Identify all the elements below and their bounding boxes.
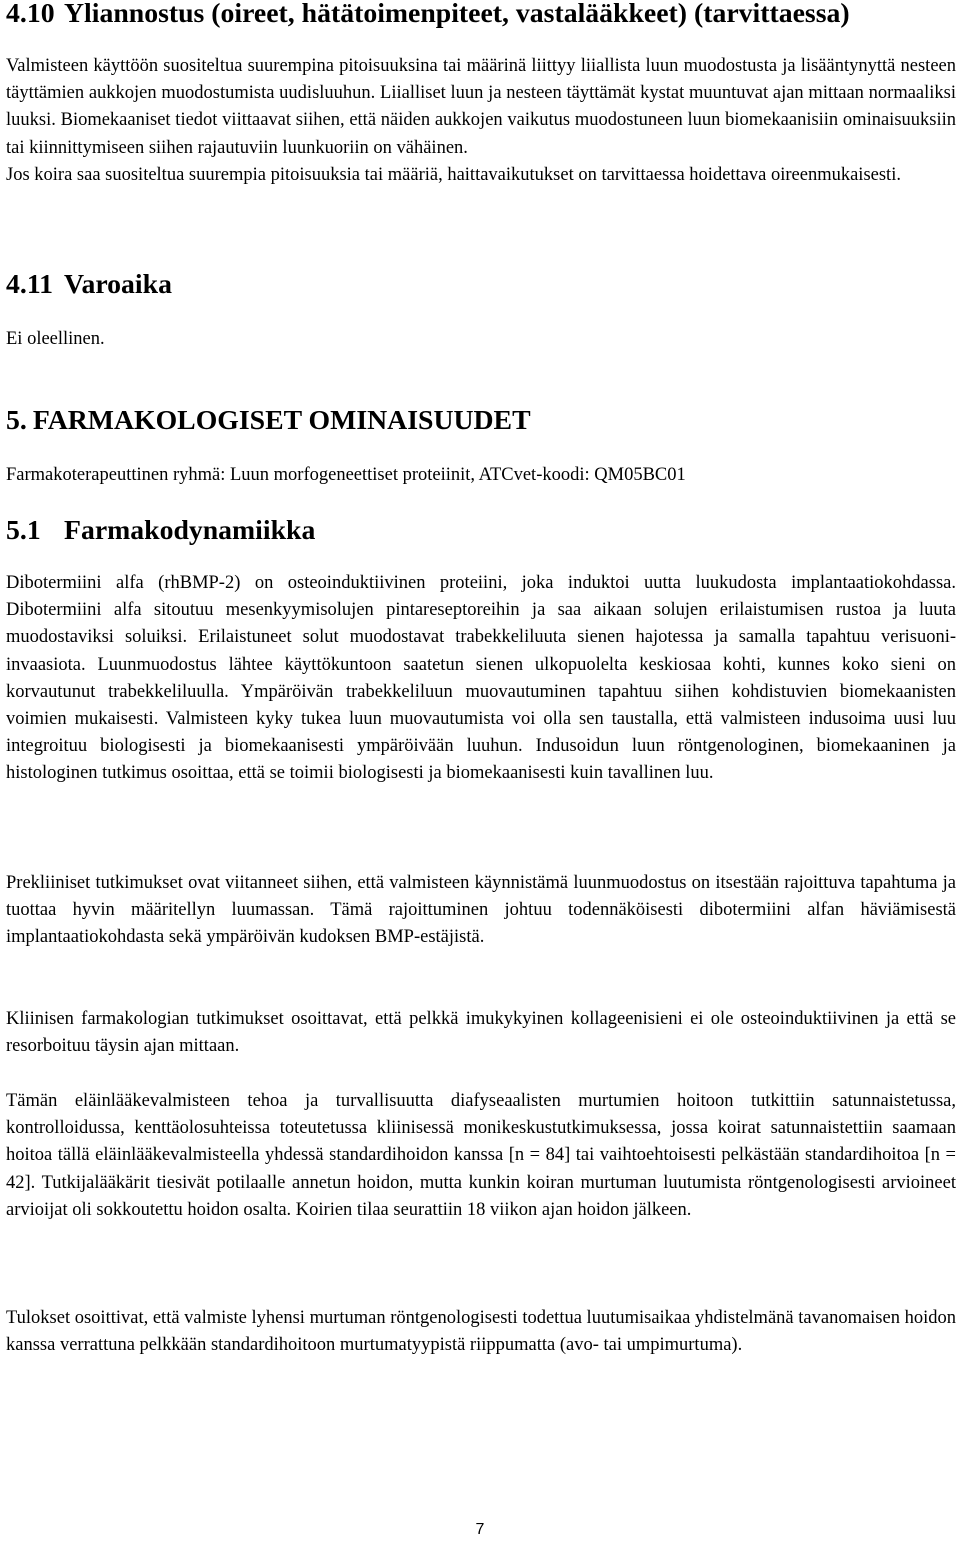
section-4-10-body — [6, 53, 956, 189]
section-5-1-body-3 — [6, 1006, 956, 1060]
section-heading — [6, 271, 956, 298]
paragraph: Tulokset osoittivat, että valmiste lyhensi murtuman röntgenologisesti todettua luutumisaikaa yhdistelmänä tavanomaisen hoidon kanssa verrattuna pelkkään standardihoitoon murtumatyypistä riippumatta (avo- tai umpimurtuma). — [6, 1308, 956, 1356]
section-4-11-body — [6, 326, 956, 353]
group-value: Luun morfogeneettiset proteiinit, ATCvet-koodi: QM05BC01 — [225, 465, 686, 485]
pharmacotherapeutic-group — [6, 462, 956, 489]
group-label: Farmakoterapeuttinen ryhmä: — [6, 465, 226, 485]
section-5-1 — [6, 517, 956, 544]
section-heading — [6, 0, 956, 27]
section-heading — [6, 517, 956, 544]
section-4-11 — [6, 271, 956, 298]
section-title: Varoaika — [64, 269, 172, 300]
page-number: 7 — [475, 1521, 485, 1538]
paragraph: Dibotermiini alfa (rhBMP-2) on osteoinduktiivinen proteiini, joka induktoi uutta luukudosta implantaatiokohdassa. Dibotermiini alfa sitoutuu mesenkyymisolujen pintareseptoreihin ja saa aikaan solujen erilaistumisen rustoa ja luuta muodostaviksi soluiksi. Erilaistuneet solut muodostavat trabekkeliluuta sienen hajotessa ja samalla tapahtuu verisuoni-invaasiota. Luunmuodostus lähtee käyttökuntoon saatetun sienen ulkopuolelta keskiosaa kohti, kunnes koko sieni on korvautunut trabekkeliluulla. Ympäröivän trabekkeliluun muovautuminen tapahtuu siihen kohdistuvien biomekaanisten voimien mukaisesti. Valmisteen kyky tukea luun muovautumista voi olla sen taustalla, että valmisteen indusoima uusi luu integroituu biologisesti ja biomekaanisesti ympäröivään luuhun. Indusoidun luun röntgenologinen, biomekaaninen ja histologinen tutkimus osoittaa, että se toimii biologisesti ja biomekaanisesti kuin tavallinen luu. — [6, 573, 956, 784]
paragraph: Ei oleellinen. — [6, 329, 105, 349]
section-title: FARMAKOLOGISET OMINAISUUDET — [32, 405, 531, 436]
paragraph — [6, 462, 956, 489]
paragraph: Kliinisen farmakologian tutkimukset osoittavat, että pelkkä imukykyinen kollageenisieni ei ole osteoinduktiivinen ja että se resorboituu täysin ajan mittaan. — [6, 1009, 956, 1057]
section-title: Yliannostus (oireet, hätätoimenpiteet, vastalääkkeet) (tarvittaessa) — [64, 0, 850, 29]
paragraph: Tämän eläinlääkevalmisteen tehoa ja turvallisuutta diafyseaalisten murtumien hoitoon tutkittiin satunnaistetussa, kontrolloidussa, kenttäolosuhteissa toteutetussa kliinisessä monikeskustutkimuksessa, jossa koirat satunnaistettiin saamaan hoitoa tällä eläinlääkevalmisteella yhdessä standardihoidon kanssa [n = 84] tai vaihtoehtoisesti pelkästään standardihoitoa [n = 42]. Tutkijalääkärit tiesivät potilaalle annetun hoidon, mutta kunkin koiran murtuman luutumista röntgenologisesti arvioineet arvioijat oli sokkoutettu hoidon osalta. Koirien tilaa seurattiin 18 viikon ajan hoidon jälkeen. — [6, 1091, 956, 1220]
section-number: 4.10 — [6, 0, 55, 29]
paragraph: Valmisteen käyttöön suositeltua suurempina pitoisuuksina tai määrinä liittyy liiallista luun muodostusta ja lisääntynyttä nesteen täyttämien aukkojen muodostumista uudisluuhun. Liialliset luun ja nesteen täyttämät kystat muuntuvat ajan mittaan normaaliksi luuksi. Biomekaaniset tiedot viittaavat siihen, että näiden aukkojen vaikutus muodostuneen luun biomekaanisiin ominaisuuksiin tai kiinnittymiseen siihen rajautuviin luunkuoriin on vähäinen. — [6, 56, 956, 158]
section-number: 4.11 — [6, 269, 54, 300]
section-5-1-body-2 — [6, 870, 956, 952]
paragraph: Jos koira saa suositeltua suurempia pitoisuuksia tai määriä, haittavaikutukset on tarvittaessa hoidettava oireenmukaisesti. — [6, 164, 901, 185]
section-number: 5. — [6, 405, 27, 436]
section-number: 5.1 — [6, 515, 41, 546]
section-5 — [6, 407, 956, 434]
section-title: Farmakodynamiikka — [64, 515, 316, 546]
section-5-1-body-1 — [6, 570, 956, 788]
paragraph: Prekliiniset tutkimukset ovat viitanneet siihen, että valmisteen käynnistämä luunmuodostus on itsestään rajoittuva tapahtuma ja tuottaa hyvin määritellyn luumassan. Tämä rajoittuminen johtuu todennäköisesti dibotermiini alfan häviämisestä implantaatiokohdasta sekä ympäröivän kudoksen BMP-estäjistä. — [6, 873, 956, 948]
section-5-1-body-4 — [6, 1088, 956, 1224]
section-heading — [6, 407, 956, 434]
section-5-1-body-5 — [6, 1305, 956, 1359]
section-4-10 — [6, 0, 956, 27]
